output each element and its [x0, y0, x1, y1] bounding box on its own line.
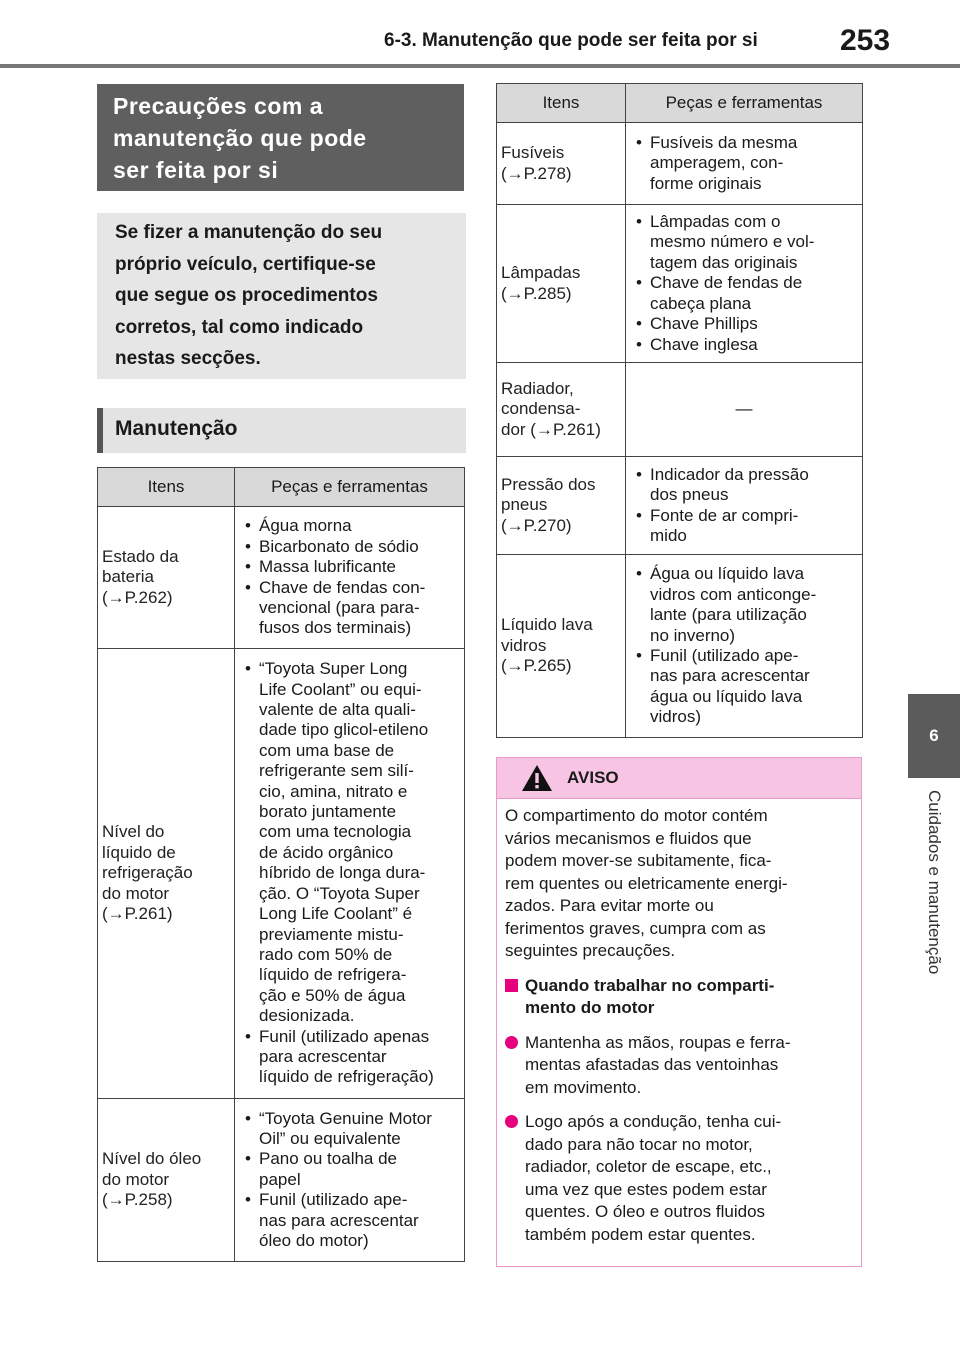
list-item-line: Oil” ou equivalente	[259, 1128, 401, 1148]
item-line: do motor	[102, 1169, 170, 1189]
item-line: Líquido lava	[501, 615, 593, 635]
list-item-line: mido	[650, 525, 687, 545]
list-item-line: • Fonte de ar compri-	[650, 505, 799, 525]
list-item-line: forme originais	[650, 173, 762, 193]
list-item-line: • Pano ou toalha de	[259, 1149, 398, 1169]
list-item-line: ção. O “Toyota Super	[259, 883, 420, 903]
list-item-line: nas para acrescentar	[650, 666, 810, 686]
list-item	[630, 506, 858, 547]
warning-box	[496, 757, 862, 1267]
list-item-line: ção e 50% de água	[259, 985, 406, 1005]
table-row	[98, 1099, 465, 1262]
list-item-line: com uma base de	[259, 740, 395, 760]
list-item-line: óleo do motor)	[259, 1231, 369, 1251]
list-item-line: borato juntamente	[259, 802, 397, 822]
list-item-line: • Lâmpadas com o	[650, 212, 781, 232]
list-item-line: • Funil (utilizado apenas	[259, 1026, 430, 1046]
list-item-line: • Indicador da pressão	[650, 464, 809, 484]
item-line: Fusíveis	[501, 143, 565, 163]
list-item-line: • Funil (utilizado ape-	[259, 1190, 408, 1210]
list-item-line: papel	[259, 1169, 301, 1189]
warning-subheading-line: Quando trabalhar no comparti-	[525, 975, 775, 995]
warning-title: AVISO	[567, 768, 619, 787]
list-item-line: vidros com anticonge-	[650, 584, 817, 604]
square-bullet-icon	[505, 979, 518, 992]
intro-line: que segue os procedimentos	[115, 285, 378, 306]
item-line: Radiador,	[501, 378, 574, 398]
chapter-title: Cuidados e manutenção	[925, 790, 944, 975]
warning-bullet-line: uma vez que estes podem estar	[525, 1179, 767, 1199]
section-title-box	[97, 84, 464, 191]
item-line: Lâmpadas	[501, 263, 581, 283]
warning-bullet-line: Mantenha as mãos, roupas e ferra-	[525, 1032, 791, 1052]
list-item	[630, 335, 858, 355]
list-item-line: previamente mistu-	[259, 924, 404, 944]
table-cell-item	[497, 205, 626, 363]
maintenance-table-left	[97, 467, 465, 1262]
table-header-row	[497, 84, 863, 123]
item-line: (→P.262)	[102, 587, 173, 607]
list-item-line: • Água morna	[259, 516, 352, 536]
item-line: (→P.270)	[501, 515, 572, 535]
column-header-parts: Peças e ferramentas	[235, 468, 465, 507]
item-line: refrigeração	[102, 863, 193, 883]
item-line: líquido de	[102, 842, 176, 862]
list-item-line: tagem das originais	[650, 252, 798, 272]
warning-header	[497, 758, 861, 799]
table-cell-item	[497, 457, 626, 555]
maintenance-heading: Manutenção	[97, 408, 466, 453]
item-line: (→P.285)	[501, 283, 572, 303]
list-item-line: • “Toyota Super Long	[259, 659, 408, 679]
warning-bullet-line: em movimento.	[525, 1077, 642, 1097]
table-cell-parts	[235, 649, 465, 1099]
item-line: Pressão dos	[501, 474, 596, 494]
intro-box	[97, 213, 466, 379]
column-header-items: Itens	[98, 468, 235, 507]
warning-intro-line: O compartimento do motor contém	[505, 806, 768, 825]
table-cell-parts	[626, 457, 863, 555]
list-item	[239, 659, 460, 1026]
list-item-line: cio, amina, nitrato e	[259, 781, 408, 801]
parts-list	[630, 212, 858, 355]
parts-list	[630, 133, 858, 194]
item-line: pneus	[501, 495, 548, 515]
circle-bullet-icon	[505, 1036, 518, 1049]
list-item-line: • Fusíveis da mesma	[650, 132, 798, 152]
section-title-line: ser feita por si	[113, 157, 279, 183]
warning-bullet-line: quentes. O óleo e outros fluidos	[525, 1202, 766, 1221]
parts-list	[239, 659, 460, 1088]
list-item-line: vencional (para para-	[259, 597, 420, 617]
table-row	[497, 363, 863, 457]
table-cell-parts	[235, 507, 465, 649]
list-item-line: • “Toyota Genuine Motor	[259, 1108, 432, 1128]
table-cell-item	[497, 363, 626, 457]
list-item-line: • Chave de fendas de	[650, 273, 803, 293]
table-cell-item	[497, 555, 626, 738]
table-cell-parts	[235, 1099, 465, 1262]
table-row	[98, 507, 465, 649]
table-cell-item	[497, 123, 626, 205]
parts-list	[630, 465, 858, 547]
item-line: bateria	[102, 567, 154, 587]
list-item-line: refrigerante sem silí-	[259, 761, 414, 781]
item-line: Nível do	[102, 822, 165, 842]
list-item	[239, 557, 460, 577]
list-item-line: lante (para utilização	[650, 605, 807, 625]
page-number: 253	[840, 24, 891, 57]
table-cell-item	[98, 649, 235, 1099]
list-item-line: amperagem, con-	[650, 153, 784, 173]
list-item-line: • Bicarbonato de sódio	[259, 536, 419, 556]
table-cell-parts	[626, 205, 863, 363]
list-item-line: Life Coolant” ou equi-	[259, 679, 422, 699]
warning-bullet-line: radiador, coletor de escape, etc.,	[525, 1157, 772, 1176]
list-item-line: no inverno)	[650, 625, 736, 645]
list-item	[630, 273, 858, 314]
warning-intro-line: ferimentos graves, cumpra com as	[505, 918, 766, 938]
list-item-line: água ou líquido lava	[650, 686, 803, 706]
list-item-line: híbrido de longa dura-	[259, 863, 426, 883]
table-cell-parts	[626, 555, 863, 738]
warning-intro-line: podem mover-se subitamente, fica-	[505, 851, 772, 870]
warning-bullet	[505, 1032, 853, 1100]
list-item-line: • Massa lubrificante	[259, 557, 397, 577]
list-item-line: • Funil (utilizado ape-	[650, 646, 799, 665]
list-item-line: • Chave de fendas con-	[259, 577, 426, 597]
warning-bullet-line: também podem estar quentes.	[525, 1224, 756, 1244]
list-item-line: valente de alta quali-	[259, 700, 416, 720]
warning-bullet	[505, 1111, 853, 1246]
list-item	[239, 516, 460, 536]
intro-line: próprio veículo, certifique-se	[115, 253, 376, 275]
table-cell-parts	[626, 123, 863, 205]
item-line: do motor	[102, 883, 170, 903]
list-item	[630, 133, 858, 194]
list-item	[239, 1190, 460, 1251]
maintenance-table-right	[496, 83, 863, 738]
warning-intro-line: rem quentes ou eletricamente energi-	[505, 873, 788, 893]
item-line: dor (→P.261)	[501, 419, 601, 439]
list-item-line: • Chave Phillips	[650, 314, 758, 334]
item-line: Nível do óleo	[102, 1149, 202, 1169]
item-line: Estado da	[102, 546, 179, 566]
list-item-line: desionizada.	[259, 1006, 355, 1026]
list-item-line: com uma tecnologia	[259, 822, 412, 842]
list-item-line: cabeça plana	[650, 293, 752, 313]
table-row	[497, 457, 863, 555]
table-cell-item	[98, 507, 235, 649]
list-item-line: fusos dos terminais)	[259, 618, 412, 638]
list-item-line: • Água ou líquido lava	[650, 564, 805, 584]
section-title-line: Precauções com a	[113, 93, 324, 119]
warning-body	[497, 799, 861, 1264]
circle-bullet-icon	[505, 1115, 518, 1128]
list-item-line: líquido de refrigeração)	[259, 1067, 434, 1087]
warning-intro	[505, 805, 853, 963]
list-item-line: mesmo número e vol-	[650, 232, 815, 252]
list-item	[239, 1027, 460, 1088]
item-line: (→P.258)	[102, 1190, 173, 1210]
list-item	[630, 212, 858, 273]
list-item-line: vidros)	[650, 707, 702, 727]
list-item-line: dade tipo glicol-etileno	[259, 720, 429, 740]
intro-line: nestas secções.	[115, 348, 261, 369]
warning-bullet-line: dado para não tocar no motor,	[525, 1134, 753, 1154]
warning-intro-line: zados. Para evitar morte ou	[505, 896, 714, 915]
item-line: vidros	[501, 635, 547, 655]
list-item-line: rado com 50% de	[259, 944, 393, 964]
table-row	[98, 649, 465, 1099]
item-line: condensa-	[501, 399, 581, 419]
list-item-line: líquido de refrigera-	[259, 965, 407, 985]
table-header-row	[98, 468, 465, 507]
item-line: (→P.265)	[501, 656, 572, 676]
warning-subheading	[505, 975, 853, 1020]
header-rule	[0, 64, 960, 68]
parts-list	[630, 564, 858, 727]
list-item-line: dos pneus	[650, 485, 729, 505]
list-item	[239, 537, 460, 557]
warning-bullet-line: Logo após a condução, tenha cui-	[525, 1112, 782, 1131]
list-item	[239, 1149, 460, 1190]
parts-list	[239, 516, 460, 638]
table-row	[497, 555, 863, 738]
list-item-line: de ácido orgânico	[259, 842, 394, 862]
warning-triangle-icon	[521, 764, 553, 792]
table-row	[497, 205, 863, 363]
column-header-items: Itens	[497, 84, 626, 123]
warning-intro-line: vários mecanismos e fluidos que	[505, 828, 752, 848]
chapter-tab: 6	[908, 694, 960, 778]
list-item-line: nas para acrescentar	[259, 1210, 419, 1230]
list-item	[630, 465, 858, 506]
list-item	[239, 1109, 460, 1150]
list-item-line: Long Life Coolant” é	[259, 904, 413, 924]
list-item-line: • Chave inglesa	[650, 334, 758, 354]
table-cell-item	[98, 1099, 235, 1262]
header-title: 6-3. Manutenção que pode ser feita por si	[384, 30, 758, 51]
list-item-line: para acrescentar	[259, 1046, 387, 1066]
intro-line: corretos, tal como indicado	[115, 316, 364, 338]
warning-bullet-line: mentas afastadas das ventoinhas	[525, 1055, 779, 1074]
section-title-line: manutenção que pode	[113, 125, 367, 151]
item-line: (→P.261)	[102, 904, 173, 924]
warning-subheading-line: mento do motor	[525, 998, 655, 1017]
parts-list	[239, 1109, 460, 1252]
list-item	[630, 564, 858, 646]
list-item	[630, 314, 858, 334]
intro-line: Se fizer a manutenção do seu	[115, 222, 383, 243]
list-item	[239, 578, 460, 639]
item-line: (→P.278)	[501, 163, 572, 183]
table-row	[497, 123, 863, 205]
column-header-parts: Peças e ferramentas	[626, 84, 863, 123]
table-cell-parts: —	[626, 363, 863, 457]
list-item	[630, 646, 858, 728]
warning-intro-line: seguintes precauções.	[505, 941, 676, 960]
